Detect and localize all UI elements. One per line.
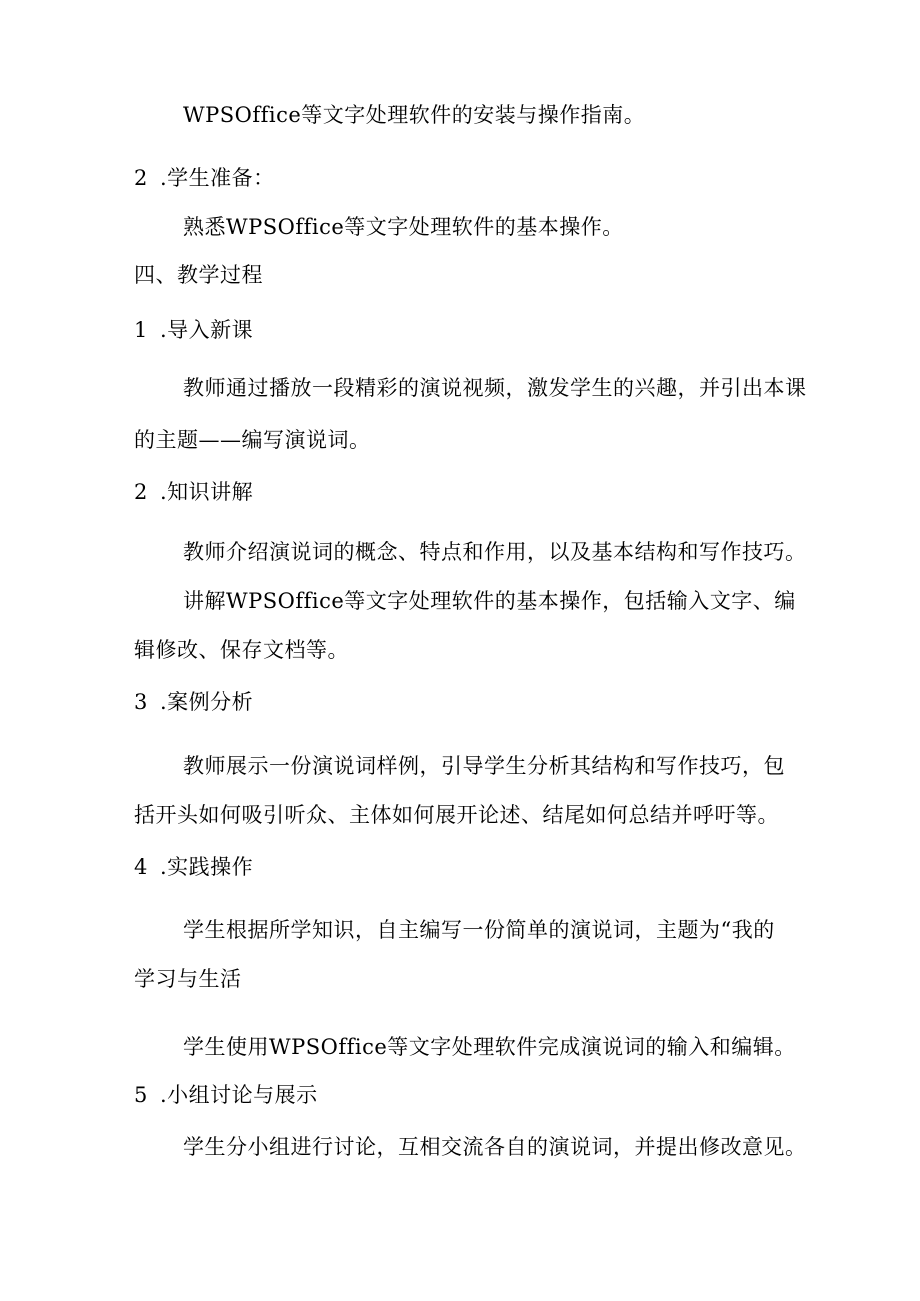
paragraph-line: 括开头如何吸引听众、主体如何展开论述、结尾如何总结并呼吁等。 [134,803,779,827]
section-heading-text: .案例分析 [160,690,254,714]
section-heading-text: .实践操作 [160,855,254,879]
paragraph-line: 学习与生活 [134,967,242,991]
section-heading-text: .导入新课 [160,318,254,342]
section-heading [134,478,253,506]
paragraph-line: 学生分小组进行讨论，互相交流各自的演说词，并提出修改意见。 [183,1135,807,1159]
paragraph-line: 教师通过播放一段精彩的演说视频，激发学生的兴趣，并引出本课 [183,376,807,400]
section-number: 3 [134,690,148,714]
section-number: 2 [134,166,148,190]
paragraph-line: WPSOffice等文字处理软件的安装与操作指南。 [183,103,646,127]
section-heading [134,688,253,716]
paragraph-line: 讲解WPSOffice等文字处理软件的基本操作，包括输入文字、编 [183,589,796,613]
section-number: 4 [134,855,148,879]
paragraph-line: 的主题——编写演说词。 [134,428,371,452]
section-number: 5 [134,1083,148,1107]
paragraph-line: 学生根据所学知识，自主编写一份简单的演说词，主题为“我的 [183,918,775,942]
section-heading-text: .知识讲解 [160,480,254,504]
chapter-heading: 四、教学过程 [134,263,263,287]
section-heading [134,164,275,192]
section-heading [134,316,253,344]
paragraph-line: 熟悉WPSOffice等文字处理软件的基本操作。 [183,215,624,239]
section-heading [134,1081,318,1109]
section-heading-text: .小组讨论与展示 [160,1083,318,1107]
paragraph-line: 辑修改、保存文档等。 [134,638,349,662]
section-heading-text: .学生准备： [160,166,275,190]
section-number: 2 [134,480,148,504]
paragraph-line: 教师展示一份演说词样例，引导学生分析其结构和写作技巧，包 [183,754,785,778]
paragraph-line: 教师介绍演说词的概念、特点和作用，以及基本结构和写作技巧。 [183,540,807,564]
section-number: 1 [134,318,148,342]
section-heading [134,853,253,881]
paragraph-line: 学生使用WPSOffice等文字处理软件完成演说词的输入和编辑。 [183,1035,796,1059]
